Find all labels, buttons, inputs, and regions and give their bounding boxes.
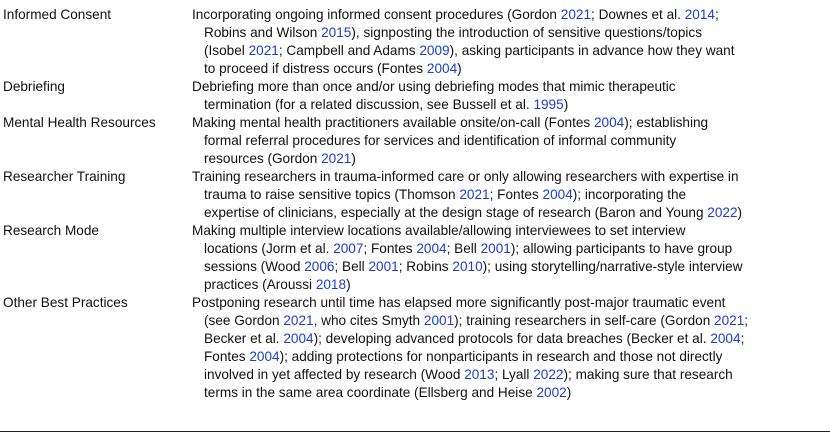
description-text: Becker et al. xyxy=(204,331,284,346)
best-practices-table xyxy=(0,6,830,402)
row-description xyxy=(192,222,828,294)
description-text: Postponing research until time has elapsed more significantly post-major traumatic event xyxy=(192,295,726,310)
description-text: (Isobel xyxy=(204,43,249,58)
description-text: Robins and Wilson xyxy=(204,25,322,40)
citation-year-link[interactable]: 2021 xyxy=(248,43,279,58)
description-line xyxy=(192,114,826,132)
description-text: ; xyxy=(714,7,719,22)
citation-year-link[interactable]: 2004 xyxy=(593,115,625,130)
description-text: ; Downes et al. xyxy=(591,7,685,22)
description-line xyxy=(192,96,826,114)
description-text: terms in the same area coordinate (Ellsberg and Heise xyxy=(204,385,537,400)
table-row xyxy=(0,168,830,222)
description-line xyxy=(192,348,826,366)
description-text: to proceed if distress occurs (Fontes xyxy=(204,61,427,76)
description-text: Fontes xyxy=(204,349,250,364)
description-text: ; Lyall xyxy=(494,367,534,382)
description-line xyxy=(192,240,826,258)
description-text: formal referral procedures for services and identification of informal community xyxy=(204,133,677,148)
description-text: involved in yet affected by research (Wood xyxy=(204,367,465,382)
table-row xyxy=(0,222,830,294)
description-text: ); adding protections for nonparticipants in research and those not directly xyxy=(279,349,723,364)
description-text: ) xyxy=(457,61,462,76)
description-line xyxy=(192,312,826,330)
row-description xyxy=(192,78,828,114)
description-text: ) xyxy=(351,151,356,166)
citation-year-link[interactable]: 2021 xyxy=(560,7,592,22)
row-description xyxy=(192,294,828,402)
description-text: Training researchers in trauma-informed care or only allowing researchers with expertise in xyxy=(192,169,739,184)
description-text: , who cites Smyth xyxy=(313,313,424,328)
table-row xyxy=(0,294,830,402)
table-row xyxy=(0,114,830,168)
citation-year-link[interactable]: 2004 xyxy=(416,241,447,256)
table-row xyxy=(0,78,830,114)
description-line xyxy=(192,168,826,186)
citation-year-link[interactable]: 2010 xyxy=(452,259,483,274)
citation-year-link[interactable]: 2002 xyxy=(536,385,567,400)
description-text: locations (Jorm et al. xyxy=(204,241,334,256)
description-line xyxy=(192,150,826,168)
description-line xyxy=(192,258,826,276)
description-line xyxy=(192,42,826,60)
description-text: Making mental health practitioners available onsite/on-call (Fontes xyxy=(192,115,594,130)
description-line xyxy=(192,186,826,204)
description-text: ) xyxy=(566,385,572,400)
description-line xyxy=(192,366,826,384)
description-text: ), signposting the introduction of sensitive questions/topics xyxy=(351,25,702,40)
row-label: Other Best Practices xyxy=(3,295,128,310)
citation-year-link[interactable]: 2001 xyxy=(480,241,511,256)
row-description xyxy=(192,6,828,78)
citation-year-link[interactable]: 2022 xyxy=(533,367,564,382)
row-label: Informed Consent xyxy=(3,7,112,22)
row-label: Researcher Training xyxy=(3,169,126,184)
description-text: Making multiple interview locations available/allowing interviewees to set interview xyxy=(192,223,686,238)
description-text: ); making sure that research xyxy=(563,367,733,382)
description-text: trauma to raise sensitive topics (Thomson xyxy=(204,187,460,202)
description-line xyxy=(192,6,826,24)
description-line xyxy=(192,276,826,294)
description-line xyxy=(192,60,826,78)
description-text: expertise of clinicians, especially at the design stage of research (Baron and Young xyxy=(204,205,708,220)
citation-year-link[interactable]: 1995 xyxy=(533,97,564,112)
citation-year-link[interactable]: 2001 xyxy=(423,313,455,328)
description-line xyxy=(192,384,826,402)
citation-year-link[interactable]: 2021 xyxy=(714,313,745,328)
description-text: ; xyxy=(740,331,745,346)
description-line xyxy=(192,24,826,42)
citation-year-link[interactable]: 2007 xyxy=(333,241,364,256)
row-description xyxy=(192,168,828,222)
description-text: ); establishing xyxy=(624,115,709,130)
citation-year-link[interactable]: 2014 xyxy=(684,7,715,22)
description-text: ); allowing participants to have group xyxy=(510,241,733,256)
description-text: practices (Aroussi xyxy=(204,277,316,292)
description-text: ) xyxy=(737,205,743,220)
row-description xyxy=(192,114,828,168)
description-text: termination (for a related discussion, see Bussell et al. xyxy=(204,97,534,112)
citation-year-link[interactable]: 2001 xyxy=(368,259,399,274)
description-text: ; Robins xyxy=(398,259,453,274)
citation-year-link[interactable]: 2021 xyxy=(459,187,490,202)
description-line xyxy=(192,204,826,222)
description-text: ; Campbell and Adams xyxy=(278,43,420,58)
description-text: Incorporating ongoing informed consent procedures (Gordon xyxy=(192,7,561,22)
citation-year-link[interactable]: 2004 xyxy=(283,331,314,346)
description-text: ; Bell xyxy=(446,241,481,256)
citation-year-link[interactable]: 2018 xyxy=(315,277,347,292)
description-text: ), asking participants in advance how they want xyxy=(449,43,735,58)
row-label: Research Mode xyxy=(3,223,99,238)
description-line xyxy=(192,294,826,312)
description-text: ) xyxy=(563,97,569,112)
citation-year-link[interactable]: 2004 xyxy=(542,187,573,202)
description-line xyxy=(192,330,826,348)
description-text: ); using storytelling/narrative-style interview xyxy=(482,259,743,274)
citation-year-link[interactable]: 2004 xyxy=(710,331,741,346)
description-text: Debriefing more than once and/or using debriefing modes that mimic therapeutic xyxy=(192,79,676,94)
description-line xyxy=(192,222,826,240)
row-label: Mental Health Resources xyxy=(3,115,156,130)
description-text: (see Gordon xyxy=(204,313,284,328)
description-line xyxy=(192,132,826,150)
table-row xyxy=(0,6,830,78)
description-text: sessions (Wood xyxy=(204,259,305,274)
description-text: ; Bell xyxy=(334,259,369,274)
row-label: Debriefing xyxy=(3,79,65,94)
description-text: ; xyxy=(744,313,749,328)
citation-year-link[interactable]: 2004 xyxy=(249,349,280,364)
citation-year-link[interactable]: 2004 xyxy=(426,61,458,76)
description-line xyxy=(192,78,826,96)
citation-year-link[interactable]: 2022 xyxy=(707,205,738,220)
description-text: ); training researchers in self-care (Gordon xyxy=(454,313,715,328)
citation-year-link[interactable]: 2015 xyxy=(321,25,352,40)
description-text: ) xyxy=(346,277,351,292)
description-text: ; Fontes xyxy=(489,187,543,202)
citation-year-link[interactable]: 2021 xyxy=(321,151,352,166)
citation-year-link[interactable]: 2021 xyxy=(283,313,314,328)
description-text: resources (Gordon xyxy=(204,151,322,166)
description-text: ); developing advanced protocols for data breaches (Becker et al. xyxy=(313,331,711,346)
citation-year-link[interactable]: 2009 xyxy=(419,43,450,58)
description-text: ); incorporating the xyxy=(572,187,687,202)
table-bottom-rule xyxy=(0,431,830,432)
citation-year-link[interactable]: 2006 xyxy=(304,259,335,274)
description-text: ; Fontes xyxy=(363,241,417,256)
citation-year-link[interactable]: 2013 xyxy=(464,367,495,382)
